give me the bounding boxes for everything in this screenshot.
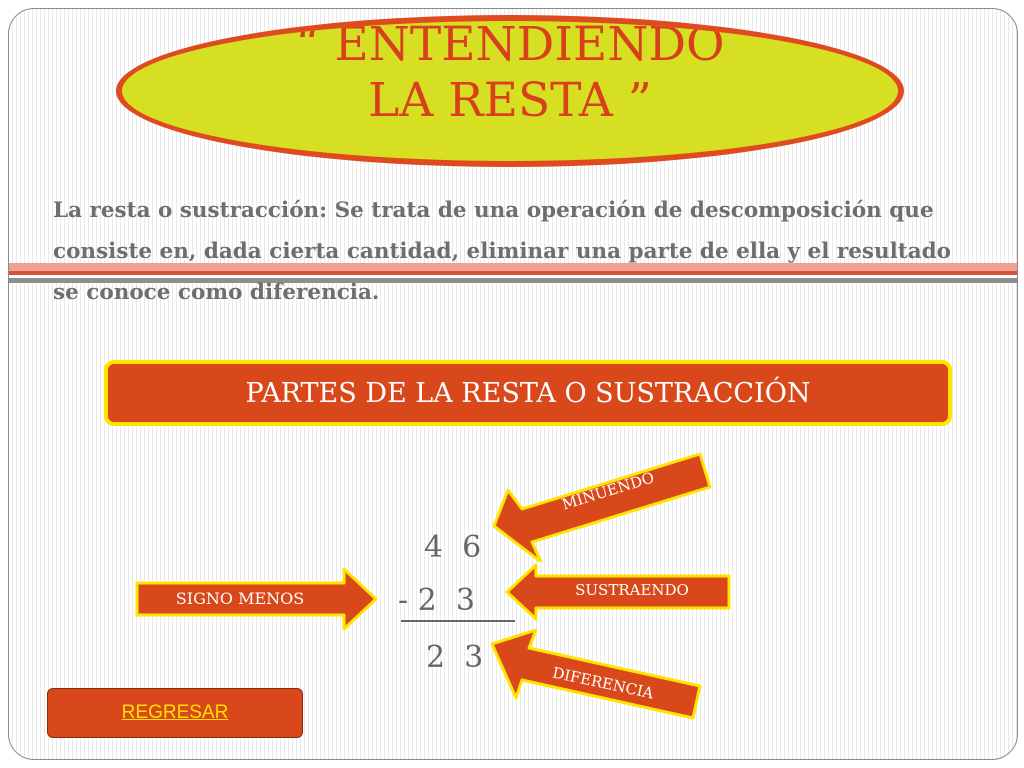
- sum-line: [401, 620, 515, 622]
- back-button-label: REGRESAR: [121, 702, 229, 723]
- subtrahend-number: - 2 3: [398, 583, 475, 618]
- difference-number: 2 3: [426, 640, 484, 675]
- difference-arrow: [486, 628, 710, 724]
- minus-sign-arrow: [134, 566, 380, 632]
- arrow-left-icon: [486, 452, 716, 562]
- title-line-1: “ ENTENDIENDO: [295, 17, 725, 72]
- parts-banner-label: PARTES DE LA RESTA O SUSTRACCIÓN: [245, 377, 811, 409]
- definition-text: La resta o sustracción: Se trata de una operación de descomposición que consiste en, dada cierta cantidad, eliminar una parte de ella y el resultado se conoce como diferencia.: [53, 198, 952, 305]
- subtrahend-label: SUSTRAENDO: [575, 581, 689, 599]
- difference-label: DIFERENCIA: [550, 663, 656, 703]
- minuend-arrow: [486, 452, 716, 562]
- minus-sign-label: SIGNO MENOS: [175, 589, 305, 608]
- minuend-label: MINUENDO: [559, 468, 657, 514]
- back-button[interactable]: [47, 688, 303, 738]
- minuend-number: 4 6: [424, 530, 482, 565]
- title-line-2: LA RESTA ”: [368, 73, 652, 128]
- page-title: [122, 17, 898, 129]
- parts-banner: [104, 360, 952, 426]
- title-oval: [116, 15, 904, 167]
- subtrahend-arrow: [504, 562, 732, 622]
